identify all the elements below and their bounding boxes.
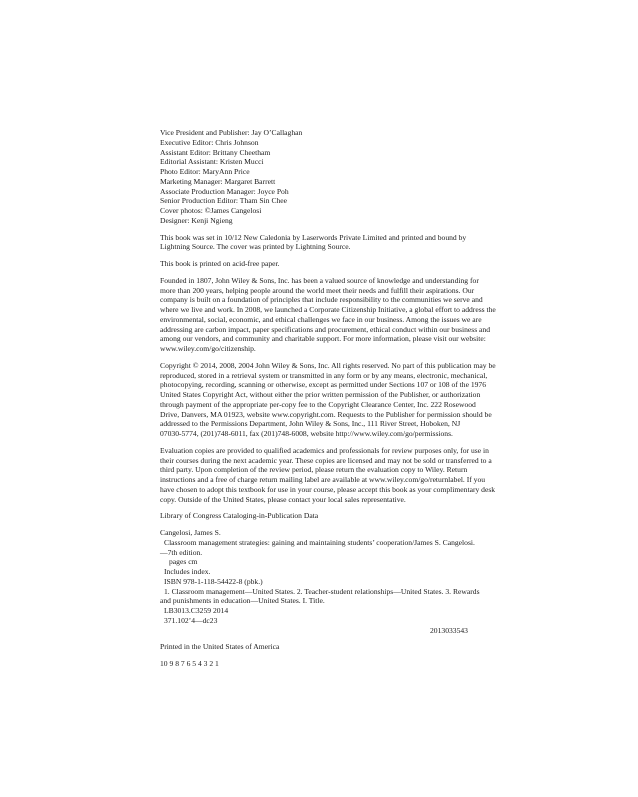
text-line: Drive, Danvers, MA 01923, website www.copyright.com. Requests to the Publisher for permission should be [160, 409, 492, 419]
cip-block [160, 528, 560, 635]
text-line: through payment of the appropriate per-copy fee to the Copyright Clearance Center, Inc. 222 Rosewood [160, 399, 476, 409]
cip-lccn: 2013033543 [430, 625, 468, 635]
cip-author: Cangelosi, James S. [160, 528, 221, 537]
cip-dewey: 371.102’4—dc23 [164, 615, 218, 625]
text-line: Founded in 1807, John Wiley & Sons, Inc. has been a valued source of knowledge and understanding for [160, 275, 479, 285]
text-line: instructions and a free of charge return mailing label are available at www.wiley.com/go/returnlabel. If you [160, 475, 486, 484]
text-line: This book was set in 10/12 New Caledonia by Laserwords Private Limited and printed and bound by [160, 232, 467, 242]
credit-line: Photo Editor: MaryAnn Price [160, 167, 250, 176]
text-line: addressing are carbon impact, paper specifications and procurement, ethical conduct within our business and [160, 324, 491, 334]
text-line: Copyright © 2014, 2008, 2004 John Wiley & Sons, Inc. All rights reserved. No part of this publication may be [160, 360, 496, 370]
text-line: Evaluation copies are provided to qualified academics and professionals for review purposes only, for use in [160, 445, 489, 455]
cip-subjects: and punishments in education—United States. I. Title. [160, 596, 325, 606]
cip-heading-text: Library of Congress Cataloging-in-Publication Data [160, 511, 319, 521]
text-line: photocopying, recording, scanning or otherwise, except as permitted under Sections 107 or 108 of the 1976 [160, 380, 487, 390]
credit-line: Assistant Editor: Brittany Cheetham [160, 147, 271, 157]
cip-heading [160, 511, 560, 521]
text-line: among our vendors, and community and charitable support. For more information, please visit our website: [160, 334, 486, 344]
text-line: environmental, social, economic, and ethical challenges we face in our business. Among the issues we are [160, 314, 482, 324]
cip-title: —7th edition. [160, 547, 203, 557]
founded-paragraph [160, 276, 560, 354]
text-line: addressed to the Permissions Department, John Wiley & Sons, Inc., 111 River Street, Hoboken, NJ [160, 419, 461, 429]
credit-line: Associate Production Manager: Joyce Poh [160, 186, 289, 196]
credit-line: Designer: Kenji Ngieng [160, 215, 233, 225]
text-line: their courses during the next academic year. These copies are licensed and may not be sold or transferred to a [160, 455, 492, 465]
cip-index: Includes index. [164, 567, 211, 576]
text-line: company is built on a foundation of principles that include responsibility to the communities we serve and [160, 295, 483, 305]
text-line: 07030-5774, (201)748-6011, fax (201)748-6008, website http://www.wiley.com/go/permissions. [160, 429, 453, 438]
print-line-text: 10 9 8 7 6 5 4 3 2 1 [160, 659, 219, 668]
cip-isbn: ISBN 978-1-118-54422-8 (pbk.) [164, 576, 263, 586]
text-line: This book is printed on acid-free paper. [160, 259, 280, 268]
copyright-paragraph [160, 361, 560, 439]
text-line: reproduced, stored in a retrieval system or transmitted in any form or by any means, electronic, mechanical, [160, 370, 488, 380]
credit-line: Cover photos: ©James Cangelosi [160, 206, 262, 215]
text-line: www.wiley.com/go/citizenship. [160, 344, 256, 353]
cip-subjects: 1. Classroom management—United States. 2. Teacher-student relationships—United States. 3. Rewards [164, 586, 480, 596]
text-line: have chosen to adopt this textbook for use in your course, please accept this book as your complimentary desk [160, 484, 496, 494]
text-line: third party. Upon completion of the review period, please return the evaluation copy to Wiley. Return [160, 465, 468, 475]
credit-line: Senior Production Editor: Tham Sin Chee [160, 196, 288, 206]
evaluation-paragraph [160, 446, 560, 505]
printed-in-text: Printed in the United States of America [160, 642, 280, 652]
credit-line: Vice President and Publisher: Jay O’Callaghan [160, 128, 303, 137]
print-line [160, 659, 560, 669]
printed-in [160, 642, 560, 652]
text-line: where we live and work. In 2008, we launched a Corporate Citizenship Initiative, a global effort to address the [160, 305, 496, 314]
copyright-page [160, 128, 560, 676]
credit-line: Executive Editor: Chris Johnson [160, 137, 259, 147]
credits-block [160, 128, 560, 226]
text-line: more than 200 years, helping people around the world meet their needs and fulfill their aspirations. Our [160, 285, 475, 295]
text-line: copy. Outside of the United States, please contact your local sales representative. [160, 494, 406, 504]
cip-pages: pages cm [169, 557, 198, 567]
cip-lc-class: LB3013.C3259 2014 [164, 606, 229, 615]
cip-title: Classroom management strategies: gaining and maintaining students’ cooperation/James S. Cangelosi. [164, 537, 475, 547]
text-line: United States Copyright Act, without either the prior written permission of the Publisher, or authorization [160, 390, 481, 399]
typesetting-note [160, 233, 560, 253]
credit-line: Marketing Manager: Margaret Barrett [160, 176, 276, 186]
credit-line: Editorial Assistant: Kristen Mucci [160, 157, 264, 167]
text-line: Lightning Source. The cover was printed by Lightning Source. [160, 242, 351, 252]
acid-free-note [160, 259, 560, 269]
